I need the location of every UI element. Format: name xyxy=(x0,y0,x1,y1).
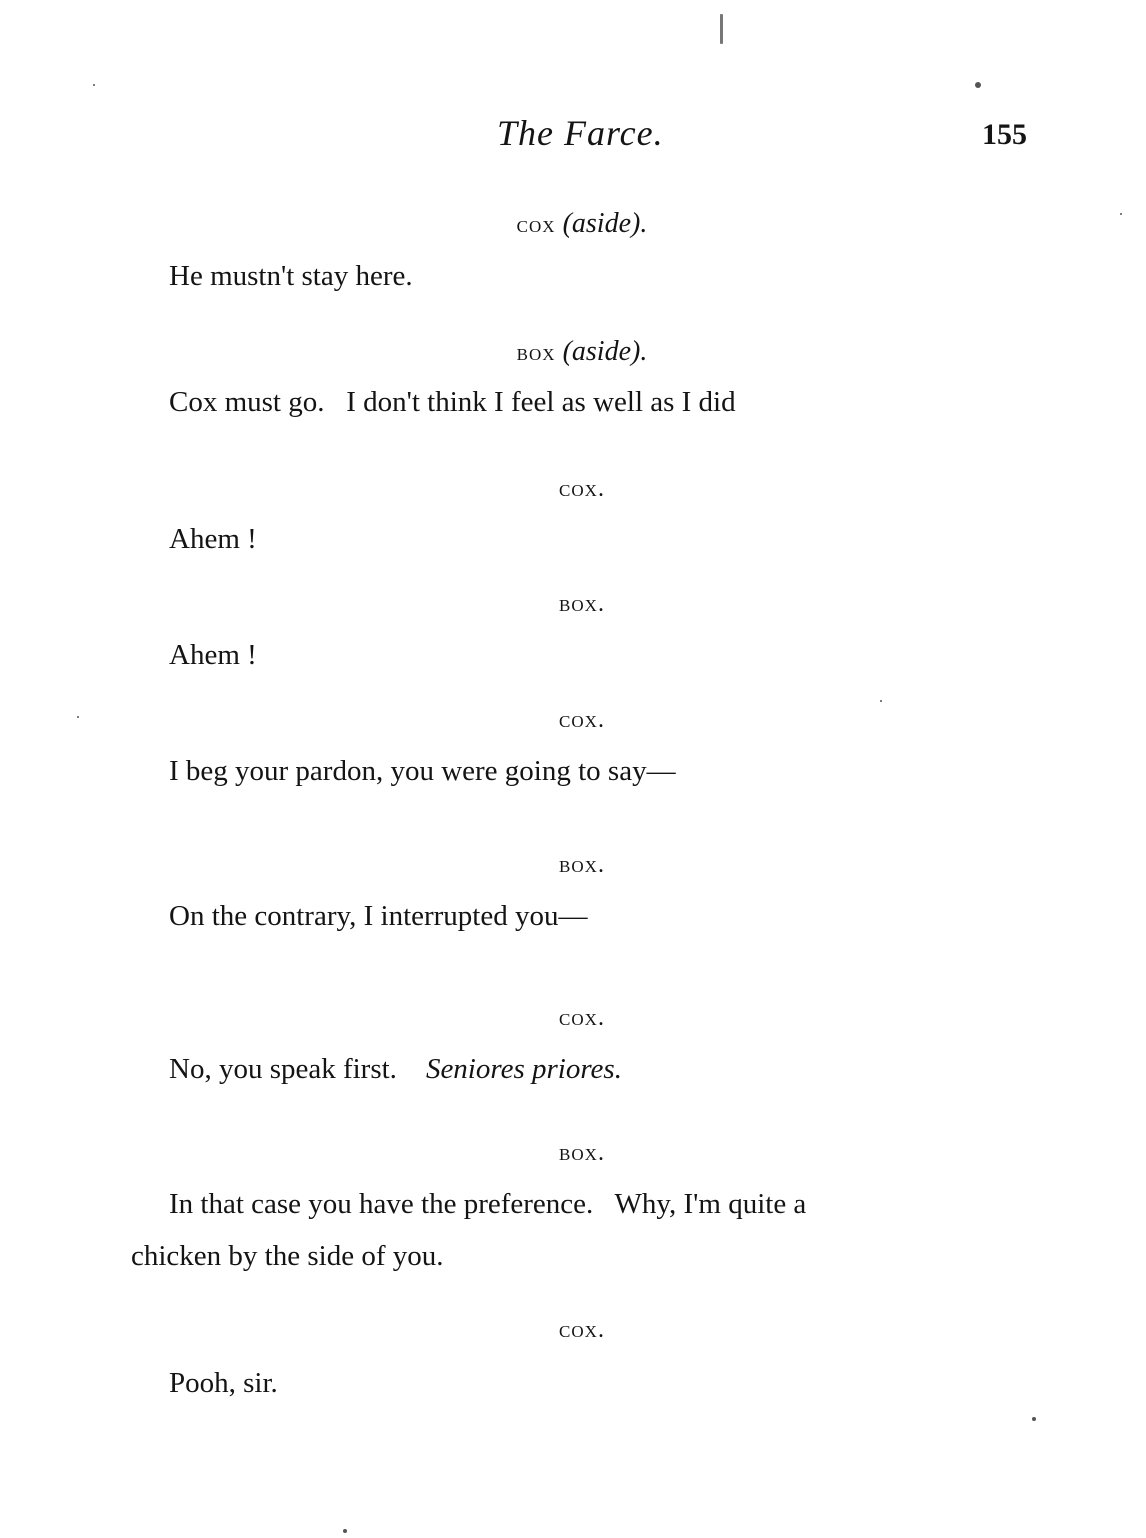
dialogue-line xyxy=(169,1043,1029,1095)
speaker-label xyxy=(0,336,1146,368)
dialogue-line: He mustn't stay here. xyxy=(169,260,413,292)
speaker-label: cox. xyxy=(559,1317,605,1343)
dialogue-line: I beg your pardon, you were going to say— xyxy=(169,755,676,787)
dialogue-line: On the contrary, I interrupted you— xyxy=(169,900,588,932)
stage-direction: (aside). xyxy=(562,336,648,367)
speaker-label xyxy=(0,208,1146,240)
speaker-name: box xyxy=(516,340,556,366)
speaker-label: cox. xyxy=(559,1005,605,1031)
scan-speck xyxy=(880,700,882,702)
dialogue-line: In that case you have the preference. Why, I'm quite a xyxy=(169,1188,807,1220)
dialogue-line: Ahem ! xyxy=(169,523,257,555)
scan-speck xyxy=(77,716,79,718)
speaker-name: cox xyxy=(516,212,556,238)
dialogue-line-continued: chicken by the side of you. xyxy=(131,1240,444,1272)
speaker-label: box. xyxy=(559,1140,605,1166)
dialogue-line: Pooh, sir. xyxy=(169,1367,278,1399)
page-number: 155 xyxy=(982,118,1027,151)
dialogue-line: Ahem ! xyxy=(169,639,257,671)
dialogue-text: No, you speak first. xyxy=(169,1053,397,1085)
speaker-label: box. xyxy=(559,852,605,878)
speaker-label: box. xyxy=(559,591,605,617)
speaker-label: cox. xyxy=(559,707,605,733)
stage-direction: (aside). xyxy=(562,208,648,239)
page-header xyxy=(0,112,1146,162)
scan-speck xyxy=(343,1529,347,1533)
dialogue-line: Cox must go. I don't think I feel as well as I did xyxy=(169,386,736,418)
speaker-label: cox. xyxy=(559,476,605,502)
latin-phrase: Seniores priores. xyxy=(425,1053,622,1085)
scan-speck xyxy=(975,82,981,88)
scan-speck xyxy=(1120,213,1122,215)
scan-speck xyxy=(720,14,723,44)
scan-speck xyxy=(1032,1417,1036,1421)
running-title: The Farce. xyxy=(497,113,664,153)
scan-speck xyxy=(93,84,95,86)
